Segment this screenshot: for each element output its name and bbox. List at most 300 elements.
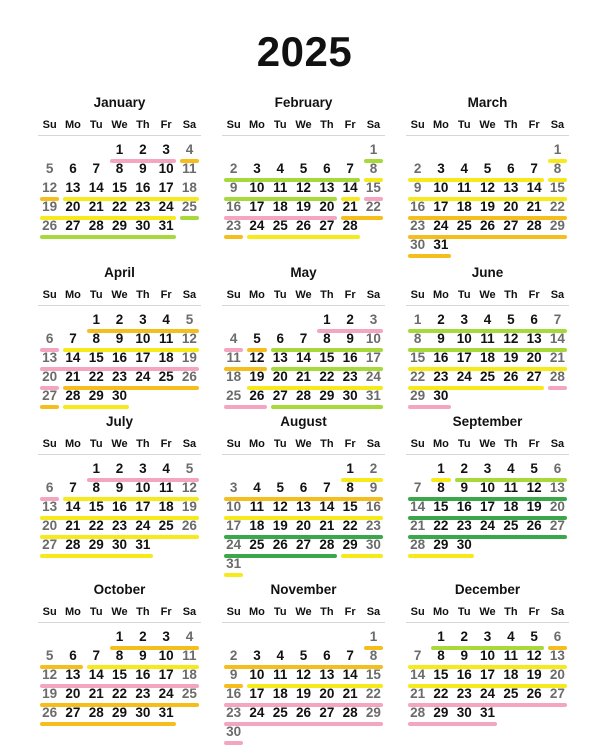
day-cell[interactable]: 29: [88, 388, 104, 403]
day-cell[interactable]: 2: [229, 648, 238, 663]
day-cell[interactable]: 10: [433, 180, 449, 195]
day-cell[interactable]: 8: [553, 161, 562, 176]
day-cell[interactable]: 21: [88, 199, 104, 214]
day-cell[interactable]: 7: [413, 480, 422, 495]
day-cell[interactable]: 5: [185, 461, 194, 476]
day-cell[interactable]: 24: [365, 369, 381, 384]
day-cell[interactable]: 18: [181, 180, 197, 195]
day-cell[interactable]: 10: [480, 480, 496, 495]
day-cell[interactable]: 27: [503, 218, 519, 233]
day-cell[interactable]: 8: [115, 161, 124, 176]
day-cell[interactable]: 19: [181, 350, 197, 365]
day-cell[interactable]: 3: [253, 648, 261, 663]
day-cell[interactable]: 31: [226, 556, 242, 571]
day-cell[interactable]: 24: [135, 518, 151, 533]
day-cell[interactable]: 12: [526, 480, 542, 495]
day-cell[interactable]: 26: [181, 518, 197, 533]
day-cell[interactable]: 2: [139, 142, 147, 157]
day-cell[interactable]: 15: [549, 180, 565, 195]
day-cell[interactable]: 17: [480, 499, 496, 514]
day-cell[interactable]: 29: [319, 388, 335, 403]
day-cell[interactable]: 20: [549, 499, 565, 514]
day-cell[interactable]: 22: [365, 686, 381, 701]
day-cell[interactable]: 2: [139, 629, 147, 644]
day-cell[interactable]: 10: [158, 161, 174, 176]
day-cell[interactable]: 12: [296, 667, 312, 682]
day-cell[interactable]: 18: [272, 686, 288, 701]
day-cell[interactable]: 14: [526, 180, 542, 195]
day-cell[interactable]: 15: [433, 499, 449, 514]
day-cell[interactable]: 18: [480, 350, 496, 365]
day-cell[interactable]: 21: [410, 518, 426, 533]
day-cell[interactable]: 1: [369, 629, 378, 644]
day-cell[interactable]: 6: [69, 161, 77, 176]
day-cell[interactable]: 11: [503, 480, 518, 495]
day-cell[interactable]: 5: [530, 461, 538, 476]
day-cell[interactable]: 21: [319, 518, 335, 533]
day-cell[interactable]: 10: [158, 648, 174, 663]
day-cell[interactable]: 23: [433, 369, 449, 384]
day-cell[interactable]: 26: [296, 705, 312, 720]
day-cell[interactable]: 27: [296, 537, 312, 552]
day-cell[interactable]: 13: [42, 350, 58, 365]
day-cell[interactable]: 22: [342, 518, 358, 533]
day-cell[interactable]: 15: [112, 667, 128, 682]
day-cell[interactable]: 19: [503, 350, 519, 365]
day-cell[interactable]: 13: [65, 180, 81, 195]
day-cell[interactable]: 14: [319, 499, 335, 514]
day-cell[interactable]: 4: [162, 312, 170, 327]
day-cell[interactable]: 13: [526, 331, 542, 346]
day-cell[interactable]: 3: [369, 312, 378, 327]
day-cell[interactable]: 27: [319, 705, 335, 720]
day-cell[interactable]: 26: [42, 705, 58, 720]
day-cell[interactable]: 10: [135, 331, 151, 346]
day-cell[interactable]: 14: [65, 350, 81, 365]
day-cell[interactable]: 13: [549, 648, 565, 663]
day-cell[interactable]: 23: [112, 518, 128, 533]
day-cell[interactable]: 24: [433, 218, 449, 233]
day-cell[interactable]: 5: [45, 161, 54, 176]
day-cell[interactable]: 5: [276, 480, 284, 495]
day-cell[interactable]: 14: [410, 667, 426, 682]
day-cell[interactable]: 10: [480, 648, 496, 663]
day-cell[interactable]: 28: [342, 218, 358, 233]
day-cell[interactable]: 26: [42, 218, 58, 233]
day-cell[interactable]: 3: [162, 629, 170, 644]
day-cell[interactable]: 25: [503, 518, 519, 533]
day-cell[interactable]: 18: [181, 667, 197, 682]
day-cell[interactable]: 18: [226, 369, 242, 384]
day-cell[interactable]: 23: [456, 686, 472, 701]
day-cell[interactable]: 20: [526, 350, 542, 365]
day-cell[interactable]: 12: [181, 331, 197, 346]
day-cell[interactable]: 30: [112, 537, 128, 552]
day-cell[interactable]: 8: [323, 331, 331, 346]
day-cell[interactable]: 22: [433, 686, 449, 701]
day-cell[interactable]: 29: [433, 705, 449, 720]
day-cell[interactable]: 1: [92, 312, 100, 327]
day-cell[interactable]: 7: [69, 331, 77, 346]
day-cell[interactable]: 8: [92, 480, 100, 495]
day-cell[interactable]: 11: [273, 667, 288, 682]
day-cell[interactable]: 24: [135, 369, 151, 384]
day-cell[interactable]: 22: [365, 199, 381, 214]
day-cell[interactable]: 16: [456, 667, 472, 682]
day-cell[interactable]: 30: [112, 388, 128, 403]
day-cell[interactable]: 9: [369, 480, 378, 495]
day-cell[interactable]: 27: [272, 388, 288, 403]
day-cell[interactable]: 7: [92, 648, 100, 663]
day-cell[interactable]: 1: [346, 461, 354, 476]
day-cell[interactable]: 16: [112, 350, 128, 365]
day-cell[interactable]: 5: [483, 161, 492, 176]
day-cell[interactable]: 3: [437, 161, 445, 176]
day-cell[interactable]: 28: [410, 537, 426, 552]
day-cell[interactable]: 3: [483, 461, 492, 476]
day-cell[interactable]: 11: [457, 180, 472, 195]
day-cell[interactable]: 22: [88, 518, 104, 533]
day-cell[interactable]: 28: [65, 388, 81, 403]
day-cell[interactable]: 1: [437, 629, 445, 644]
day-cell[interactable]: 18: [272, 199, 288, 214]
day-cell[interactable]: 26: [526, 518, 542, 533]
day-cell[interactable]: 23: [226, 705, 242, 720]
day-cell[interactable]: 1: [115, 142, 124, 157]
day-cell[interactable]: 2: [115, 461, 124, 476]
day-cell[interactable]: 26: [480, 218, 496, 233]
day-cell[interactable]: 14: [296, 350, 312, 365]
day-cell[interactable]: 31: [433, 237, 449, 252]
day-cell[interactable]: 16: [365, 499, 381, 514]
day-cell[interactable]: 8: [369, 161, 378, 176]
day-cell[interactable]: 16: [342, 350, 358, 365]
day-cell[interactable]: 4: [229, 331, 238, 346]
day-cell[interactable]: 18: [249, 518, 265, 533]
day-cell[interactable]: 6: [530, 312, 538, 327]
day-cell[interactable]: 31: [365, 388, 381, 403]
day-cell[interactable]: 6: [323, 161, 331, 176]
day-cell[interactable]: 22: [319, 369, 335, 384]
day-cell[interactable]: 29: [365, 705, 381, 720]
day-cell[interactable]: 7: [346, 648, 354, 663]
day-cell[interactable]: 6: [323, 648, 331, 663]
day-cell[interactable]: 3: [139, 461, 147, 476]
day-cell[interactable]: 19: [272, 518, 288, 533]
day-cell[interactable]: 6: [299, 480, 308, 495]
day-cell[interactable]: 15: [410, 350, 426, 365]
day-cell[interactable]: 21: [342, 199, 358, 214]
day-cell[interactable]: 24: [158, 686, 174, 701]
day-cell[interactable]: 8: [346, 480, 354, 495]
day-cell[interactable]: 12: [296, 180, 312, 195]
day-cell[interactable]: 30: [410, 237, 426, 252]
day-cell[interactable]: 9: [437, 331, 445, 346]
day-cell[interactable]: 10: [249, 180, 265, 195]
day-cell[interactable]: 3: [253, 161, 261, 176]
day-cell[interactable]: 12: [42, 180, 58, 195]
day-cell[interactable]: 8: [437, 480, 445, 495]
day-cell[interactable]: 1: [369, 142, 378, 157]
day-cell[interactable]: 17: [135, 350, 151, 365]
day-cell[interactable]: 27: [65, 705, 81, 720]
day-cell[interactable]: 11: [503, 648, 518, 663]
day-cell[interactable]: 17: [249, 199, 265, 214]
day-cell[interactable]: 12: [503, 331, 519, 346]
day-cell[interactable]: 6: [69, 648, 77, 663]
day-cell[interactable]: 10: [249, 667, 265, 682]
day-cell[interactable]: 21: [88, 686, 104, 701]
day-cell[interactable]: 27: [65, 218, 81, 233]
day-cell[interactable]: 5: [507, 312, 515, 327]
day-cell[interactable]: 5: [45, 648, 54, 663]
day-cell[interactable]: 5: [253, 331, 261, 346]
day-cell[interactable]: 17: [135, 499, 151, 514]
day-cell[interactable]: 12: [480, 180, 496, 195]
day-cell[interactable]: 17: [158, 180, 174, 195]
day-cell[interactable]: 7: [413, 648, 422, 663]
day-cell[interactable]: 13: [503, 180, 519, 195]
day-cell[interactable]: 23: [135, 686, 151, 701]
day-cell[interactable]: 7: [553, 312, 562, 327]
day-cell[interactable]: 23: [456, 518, 472, 533]
day-cell[interactable]: 2: [115, 312, 124, 327]
day-cell[interactable]: 3: [483, 629, 492, 644]
day-cell[interactable]: 1: [553, 142, 562, 157]
day-cell[interactable]: 5: [299, 648, 308, 663]
day-cell[interactable]: 5: [299, 161, 308, 176]
day-cell[interactable]: 10: [226, 499, 242, 514]
day-cell[interactable]: 6: [276, 331, 284, 346]
day-cell[interactable]: 18: [503, 499, 519, 514]
day-cell[interactable]: 31: [135, 537, 151, 552]
day-cell[interactable]: 27: [42, 537, 58, 552]
day-cell[interactable]: 7: [69, 480, 77, 495]
day-cell[interactable]: 15: [88, 499, 104, 514]
day-cell[interactable]: 19: [296, 199, 312, 214]
day-cell[interactable]: 21: [342, 686, 358, 701]
day-cell[interactable]: 25: [272, 218, 288, 233]
day-cell[interactable]: 30: [342, 388, 358, 403]
day-cell[interactable]: 22: [433, 518, 449, 533]
day-cell[interactable]: 9: [229, 667, 238, 682]
day-cell[interactable]: 28: [526, 218, 542, 233]
day-cell[interactable]: 2: [369, 461, 378, 476]
day-cell[interactable]: 20: [42, 369, 58, 384]
day-cell[interactable]: 11: [159, 331, 174, 346]
day-cell[interactable]: 14: [65, 499, 81, 514]
day-cell[interactable]: 16: [135, 667, 151, 682]
day-cell[interactable]: 20: [296, 518, 312, 533]
day-cell[interactable]: 12: [181, 480, 197, 495]
day-cell[interactable]: 9: [413, 180, 422, 195]
day-cell[interactable]: 9: [115, 331, 124, 346]
day-cell[interactable]: 11: [480, 331, 495, 346]
day-cell[interactable]: 29: [410, 388, 426, 403]
day-cell[interactable]: 3: [229, 480, 238, 495]
day-cell[interactable]: 17: [226, 518, 242, 533]
day-cell[interactable]: 8: [115, 648, 124, 663]
day-cell[interactable]: 9: [460, 648, 468, 663]
day-cell[interactable]: 22: [88, 369, 104, 384]
day-cell[interactable]: 9: [229, 180, 238, 195]
day-cell[interactable]: 29: [342, 537, 358, 552]
day-cell[interactable]: 30: [226, 724, 242, 739]
day-cell[interactable]: 13: [549, 480, 565, 495]
day-cell[interactable]: 13: [65, 667, 81, 682]
day-cell[interactable]: 2: [460, 629, 468, 644]
day-cell[interactable]: 6: [45, 331, 54, 346]
day-cell[interactable]: 25: [158, 369, 174, 384]
day-cell[interactable]: 15: [319, 350, 335, 365]
day-cell[interactable]: 30: [456, 537, 472, 552]
day-cell[interactable]: 1: [437, 461, 445, 476]
day-cell[interactable]: 18: [158, 499, 174, 514]
day-cell[interactable]: 27: [526, 369, 542, 384]
day-cell[interactable]: 17: [249, 686, 265, 701]
day-cell[interactable]: 21: [410, 686, 426, 701]
day-cell[interactable]: 3: [162, 142, 170, 157]
day-cell[interactable]: 9: [139, 648, 147, 663]
day-cell[interactable]: 29: [112, 705, 128, 720]
day-cell[interactable]: 15: [112, 180, 128, 195]
day-cell[interactable]: 25: [249, 537, 265, 552]
day-cell[interactable]: 30: [365, 537, 381, 552]
day-cell[interactable]: 20: [549, 667, 565, 682]
day-cell[interactable]: 15: [365, 667, 381, 682]
day-cell[interactable]: 15: [433, 667, 449, 682]
day-cell[interactable]: 8: [437, 648, 445, 663]
day-cell[interactable]: 7: [323, 480, 331, 495]
day-cell[interactable]: 23: [135, 199, 151, 214]
day-cell[interactable]: 31: [158, 218, 174, 233]
day-cell[interactable]: 28: [410, 705, 426, 720]
day-cell[interactable]: 28: [296, 388, 312, 403]
day-cell[interactable]: 16: [433, 350, 449, 365]
day-cell[interactable]: 4: [185, 142, 194, 157]
day-cell[interactable]: 8: [413, 331, 422, 346]
day-cell[interactable]: 8: [369, 648, 378, 663]
day-cell[interactable]: 27: [319, 218, 335, 233]
day-cell[interactable]: 20: [272, 369, 288, 384]
day-cell[interactable]: 31: [480, 705, 496, 720]
day-cell[interactable]: 21: [65, 518, 81, 533]
day-cell[interactable]: 13: [319, 667, 335, 682]
day-cell[interactable]: 14: [410, 499, 426, 514]
day-cell[interactable]: 11: [226, 350, 241, 365]
day-cell[interactable]: 20: [65, 686, 81, 701]
day-cell[interactable]: 24: [226, 537, 242, 552]
day-cell[interactable]: 4: [185, 629, 194, 644]
day-cell[interactable]: 2: [229, 161, 238, 176]
day-cell[interactable]: 6: [553, 461, 562, 476]
day-cell[interactable]: 20: [319, 199, 335, 214]
day-cell[interactable]: 1: [323, 312, 331, 327]
day-cell[interactable]: 9: [460, 480, 468, 495]
day-cell[interactable]: 17: [433, 199, 449, 214]
day-cell[interactable]: 2: [460, 461, 468, 476]
day-cell[interactable]: 23: [112, 369, 128, 384]
day-cell[interactable]: 11: [182, 161, 197, 176]
day-cell[interactable]: 13: [272, 350, 288, 365]
day-cell[interactable]: 28: [65, 537, 81, 552]
day-cell[interactable]: 28: [88, 218, 104, 233]
day-cell[interactable]: 24: [480, 518, 496, 533]
day-cell[interactable]: 4: [507, 629, 515, 644]
day-cell[interactable]: 22: [410, 369, 426, 384]
day-cell[interactable]: 17: [456, 350, 472, 365]
day-cell[interactable]: 10: [135, 480, 151, 495]
day-cell[interactable]: 11: [273, 180, 288, 195]
day-cell[interactable]: 9: [346, 331, 354, 346]
day-cell[interactable]: 25: [456, 218, 472, 233]
day-cell[interactable]: 18: [158, 350, 174, 365]
day-cell[interactable]: 27: [549, 518, 565, 533]
day-cell[interactable]: 4: [253, 480, 261, 495]
day-cell[interactable]: 21: [65, 369, 81, 384]
day-cell[interactable]: 23: [342, 369, 358, 384]
day-cell[interactable]: 26: [296, 218, 312, 233]
day-cell[interactable]: 5: [530, 629, 538, 644]
day-cell[interactable]: 28: [549, 369, 565, 384]
day-cell[interactable]: 19: [480, 199, 496, 214]
day-cell[interactable]: 7: [92, 161, 100, 176]
day-cell[interactable]: 3: [139, 312, 147, 327]
day-cell[interactable]: 2: [346, 312, 354, 327]
day-cell[interactable]: 15: [88, 350, 104, 365]
day-cell[interactable]: 30: [135, 218, 151, 233]
day-cell[interactable]: 1: [115, 629, 124, 644]
day-cell[interactable]: 19: [181, 499, 197, 514]
day-cell[interactable]: 26: [249, 388, 265, 403]
day-cell[interactable]: 7: [346, 161, 354, 176]
day-cell[interactable]: 24: [249, 705, 265, 720]
day-cell[interactable]: 27: [42, 388, 58, 403]
day-cell[interactable]: 27: [549, 686, 565, 701]
day-cell[interactable]: 9: [115, 480, 124, 495]
day-cell[interactable]: 24: [249, 218, 265, 233]
day-cell[interactable]: 16: [456, 499, 472, 514]
day-cell[interactable]: 23: [226, 218, 242, 233]
day-cell[interactable]: 12: [249, 350, 265, 365]
day-cell[interactable]: 20: [503, 199, 519, 214]
day-cell[interactable]: 7: [299, 331, 308, 346]
day-cell[interactable]: 5: [185, 312, 194, 327]
day-cell[interactable]: 21: [296, 369, 312, 384]
day-cell[interactable]: 14: [342, 667, 358, 682]
day-cell[interactable]: 14: [342, 180, 358, 195]
day-cell[interactable]: 20: [65, 199, 81, 214]
day-cell[interactable]: 26: [503, 369, 519, 384]
day-cell[interactable]: 22: [549, 199, 565, 214]
day-cell[interactable]: 24: [456, 369, 472, 384]
day-cell[interactable]: 4: [276, 161, 284, 176]
day-cell[interactable]: 25: [480, 369, 496, 384]
day-cell[interactable]: 14: [549, 331, 565, 346]
day-cell[interactable]: 8: [92, 331, 100, 346]
day-cell[interactable]: 7: [530, 161, 538, 176]
day-cell[interactable]: 19: [526, 667, 542, 682]
day-cell[interactable]: 19: [42, 199, 58, 214]
day-cell[interactable]: 4: [460, 161, 468, 176]
day-cell[interactable]: 4: [276, 648, 284, 663]
day-cell[interactable]: 1: [413, 312, 422, 327]
day-cell[interactable]: 26: [272, 537, 288, 552]
day-cell[interactable]: 11: [159, 480, 174, 495]
day-cell[interactable]: 10: [365, 331, 381, 346]
day-cell[interactable]: 29: [433, 537, 449, 552]
day-cell[interactable]: 14: [88, 667, 104, 682]
